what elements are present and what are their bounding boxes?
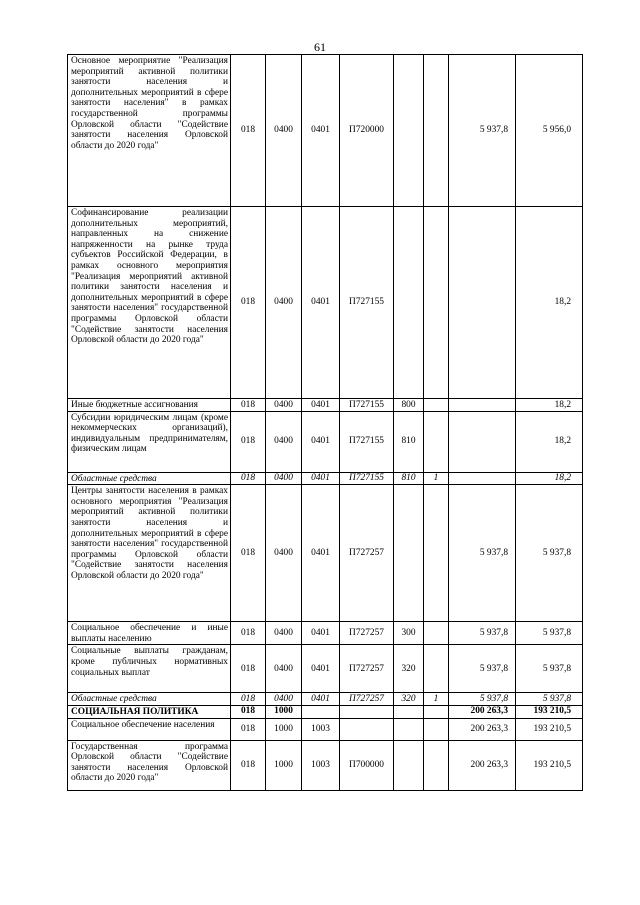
cell-source bbox=[424, 207, 449, 399]
cell-amount-2: 5 937,8 bbox=[516, 622, 583, 645]
cell-amount-2: 5 937,8 bbox=[516, 645, 583, 693]
table-row bbox=[68, 705, 583, 718]
cell-amount-2: 193 210,5 bbox=[516, 705, 583, 718]
cell-grbs: 018 bbox=[231, 718, 266, 740]
cell-name: Центры занятости населения в рамках основного мероприятия "Реализация мероприятий активной политики занятости населения и дополнительных мероприятий в сфере занятости населения" государственной программы Орловской области "Содействие занятости населения Орловской области до 2020 года" bbox=[68, 485, 231, 622]
table-row bbox=[68, 399, 583, 412]
cell-grbs: 018 bbox=[231, 411, 266, 472]
table-row bbox=[68, 693, 583, 706]
page-number: 61 bbox=[314, 40, 326, 54]
cell-grbs: 018 bbox=[231, 740, 266, 790]
cell-name: Областные средства bbox=[68, 472, 231, 485]
cell-name: Социальные выплаты гражданам, кроме публичных нормативных социальных выплат bbox=[68, 645, 231, 693]
cell-grbs: 018 bbox=[231, 693, 266, 706]
cell-name: Областные средства bbox=[68, 693, 231, 706]
cell-vr bbox=[394, 705, 424, 718]
cell-podrazdel: 0401 bbox=[302, 693, 340, 706]
cell-name: Государственная программа Орловской области "Содействие занятости населения Орловской области до 2020 года" bbox=[68, 740, 231, 790]
table-row bbox=[68, 645, 583, 693]
cell-amount-2: 18,2 bbox=[516, 399, 583, 412]
cell-amount-1: 200 263,3 bbox=[449, 740, 516, 790]
cell-podrazdel: 0401 bbox=[302, 55, 340, 207]
cell-podrazdel: 0401 bbox=[302, 622, 340, 645]
cell-vr: 810 bbox=[394, 411, 424, 472]
cell-source: 1 bbox=[424, 472, 449, 485]
cell-name: Иные бюджетные ассигнования bbox=[68, 399, 231, 412]
cell-csr bbox=[340, 718, 394, 740]
cell-amount-2: 5 937,8 bbox=[516, 485, 583, 622]
cell-amount-2: 18,2 bbox=[516, 411, 583, 472]
cell-csr: П727155 bbox=[340, 411, 394, 472]
cell-csr bbox=[340, 705, 394, 718]
cell-vr: 320 bbox=[394, 693, 424, 706]
cell-vr: 300 bbox=[394, 622, 424, 645]
cell-razdel: 1000 bbox=[266, 718, 302, 740]
cell-name: Основное мероприятие "Реализация мероприятий активной политики занятости населения и дополнительных мероприятий в сфере занятости населения" в рамках государственной программы Орловской области "Содействие занятости населения Орловской области до 2020 года" bbox=[68, 55, 231, 207]
table-row bbox=[68, 622, 583, 645]
cell-podrazdel: 1003 bbox=[302, 718, 340, 740]
cell-csr: П727155 bbox=[340, 207, 394, 399]
cell-vr bbox=[394, 718, 424, 740]
cell-podrazdel: 0401 bbox=[302, 472, 340, 485]
cell-source bbox=[424, 740, 449, 790]
cell-podrazdel: 0401 bbox=[302, 485, 340, 622]
cell-csr: П727257 bbox=[340, 693, 394, 706]
table-row bbox=[68, 472, 583, 485]
cell-vr bbox=[394, 207, 424, 399]
cell-amount-1: 5 937,8 bbox=[449, 622, 516, 645]
cell-source bbox=[424, 485, 449, 622]
cell-amount-1: 5 937,8 bbox=[449, 55, 516, 207]
cell-razdel: 0400 bbox=[266, 399, 302, 412]
cell-name: Софинансирование реализации дополнительных мероприятий, направленных на снижение напряженности на рынке труда субъектов Российской Федерации, в рамках основного мероприятия "Реализация мероприятий активной политики занятости населения и дополнительных мероприятий в сфере занятости населения" государственной программы Орловской области "Содействие занятости населения Орловской области до 2020 года" bbox=[68, 207, 231, 399]
cell-razdel: 0400 bbox=[266, 485, 302, 622]
cell-csr: П727257 bbox=[340, 622, 394, 645]
cell-podrazdel bbox=[302, 705, 340, 718]
cell-grbs: 018 bbox=[231, 622, 266, 645]
cell-vr: 320 bbox=[394, 645, 424, 693]
cell-csr: П700000 bbox=[340, 740, 394, 790]
cell-grbs: 018 bbox=[231, 705, 266, 718]
budget-table bbox=[67, 54, 583, 791]
cell-amount-1: 5 937,8 bbox=[449, 485, 516, 622]
cell-razdel: 0400 bbox=[266, 472, 302, 485]
cell-source bbox=[424, 411, 449, 472]
cell-amount-2: 18,2 bbox=[516, 207, 583, 399]
cell-grbs: 018 bbox=[231, 485, 266, 622]
cell-csr: П720000 bbox=[340, 55, 394, 207]
cell-amount-1 bbox=[449, 207, 516, 399]
table-row bbox=[68, 411, 583, 472]
cell-razdel: 0400 bbox=[266, 411, 302, 472]
cell-vr bbox=[394, 485, 424, 622]
cell-podrazdel: 0401 bbox=[302, 411, 340, 472]
cell-amount-1: 5 937,8 bbox=[449, 693, 516, 706]
budget-table-body bbox=[68, 55, 583, 791]
cell-source bbox=[424, 399, 449, 412]
cell-grbs: 018 bbox=[231, 472, 266, 485]
cell-podrazdel: 0401 bbox=[302, 399, 340, 412]
cell-name: СОЦИАЛЬНАЯ ПОЛИТИКА bbox=[68, 705, 231, 718]
cell-source bbox=[424, 622, 449, 645]
cell-vr bbox=[394, 55, 424, 207]
cell-csr: П727257 bbox=[340, 645, 394, 693]
cell-grbs: 018 bbox=[231, 207, 266, 399]
cell-razdel: 0400 bbox=[266, 693, 302, 706]
cell-amount-2: 18,2 bbox=[516, 472, 583, 485]
cell-amount-1: 200 263,3 bbox=[449, 718, 516, 740]
cell-amount-1: 5 937,8 bbox=[449, 645, 516, 693]
cell-amount-2: 5 956,0 bbox=[516, 55, 583, 207]
cell-amount-1 bbox=[449, 411, 516, 472]
cell-source bbox=[424, 645, 449, 693]
cell-razdel: 0400 bbox=[266, 645, 302, 693]
cell-source bbox=[424, 705, 449, 718]
cell-amount-1 bbox=[449, 399, 516, 412]
cell-vr: 800 bbox=[394, 399, 424, 412]
cell-amount-1: 200 263,3 bbox=[449, 705, 516, 718]
cell-vr bbox=[394, 740, 424, 790]
table-row bbox=[68, 740, 583, 790]
cell-amount-1 bbox=[449, 472, 516, 485]
cell-podrazdel: 0401 bbox=[302, 207, 340, 399]
cell-grbs: 018 bbox=[231, 55, 266, 207]
cell-csr: П727155 bbox=[340, 399, 394, 412]
cell-razdel: 0400 bbox=[266, 622, 302, 645]
table-row bbox=[68, 207, 583, 399]
cell-amount-2: 193 210,5 bbox=[516, 718, 583, 740]
cell-podrazdel: 1003 bbox=[302, 740, 340, 790]
cell-amount-2: 5 937,8 bbox=[516, 693, 583, 706]
cell-grbs: 018 bbox=[231, 645, 266, 693]
cell-grbs: 018 bbox=[231, 399, 266, 412]
cell-razdel: 1000 bbox=[266, 705, 302, 718]
cell-name: Субсидии юридическим лицам (кроме некоммерческих организаций), индивидуальным предпринимателям, физическим лицам bbox=[68, 411, 231, 472]
table-row bbox=[68, 485, 583, 622]
cell-csr: П727155 bbox=[340, 472, 394, 485]
cell-vr: 810 bbox=[394, 472, 424, 485]
cell-podrazdel: 0401 bbox=[302, 645, 340, 693]
cell-source bbox=[424, 55, 449, 207]
table-row bbox=[68, 718, 583, 740]
cell-source bbox=[424, 718, 449, 740]
cell-razdel: 0400 bbox=[266, 207, 302, 399]
cell-razdel: 0400 bbox=[266, 55, 302, 207]
cell-source: 1 bbox=[424, 693, 449, 706]
cell-razdel: 1000 bbox=[266, 740, 302, 790]
cell-name: Социальное обеспечение и иные выплаты населению bbox=[68, 622, 231, 645]
cell-csr: П727257 bbox=[340, 485, 394, 622]
cell-amount-2: 193 210,5 bbox=[516, 740, 583, 790]
cell-name: Социальное обеспечение населения bbox=[68, 718, 231, 740]
table-row bbox=[68, 55, 583, 207]
